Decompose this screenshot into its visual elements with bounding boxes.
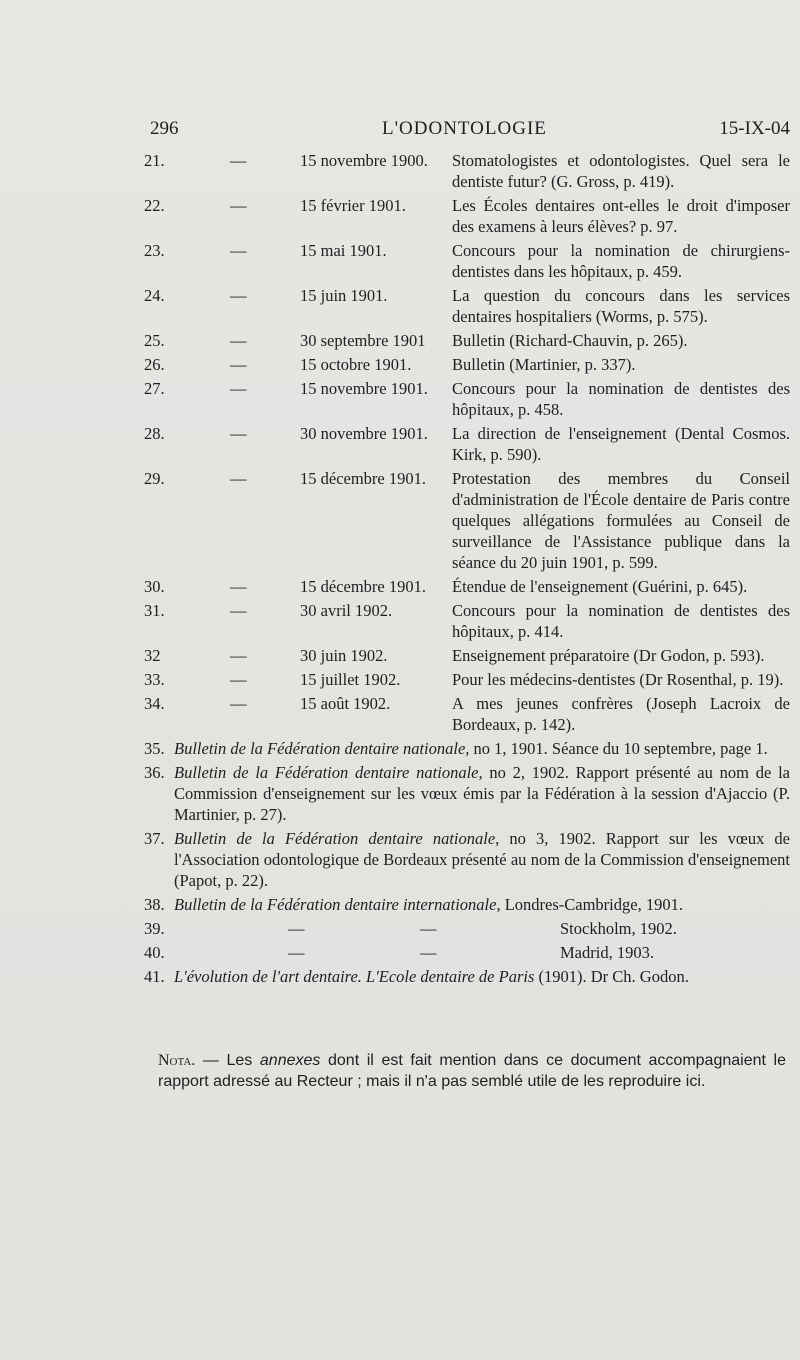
entry-details: (1901). Dr Ch. Godon. xyxy=(534,967,689,986)
list-item xyxy=(140,195,790,237)
ditto-dash: — xyxy=(230,646,247,665)
entry-number: 27. xyxy=(144,379,165,398)
entry-city: Stockholm, 1902. xyxy=(560,919,677,938)
entry-number: 40. xyxy=(144,943,165,962)
list-item xyxy=(140,693,790,735)
nota-text-before: — Les xyxy=(195,1052,260,1069)
entry-italic-title: Bulletin de la Fédération dentaire nationale, xyxy=(174,763,483,782)
entry-text: Étendue de l'enseignement (Guérini, p. 645). xyxy=(452,577,748,596)
entry-text: La direction de l'enseignement (Dental Cosmos. Kirk, p. 590). xyxy=(452,424,790,464)
entry-text: Concours pour la nomination de dentistes des hôpitaux, p. 414. xyxy=(452,601,790,641)
entry-text: Bulletin (Richard-Chauvin, p. 265). xyxy=(452,331,688,350)
dated-entries xyxy=(140,150,790,735)
entry-text: Concours pour la nomination de dentistes des hôpitaux, p. 458. xyxy=(452,379,790,419)
entry-number: 36. xyxy=(144,763,165,782)
ditto-dash: — xyxy=(288,919,305,938)
entry-date: 30 juin 1902. xyxy=(300,646,388,665)
entry-number: 24. xyxy=(144,286,165,305)
entry-details: no 2, 1902. Rapport présenté au nom de la Commission d'enseignement sur les vœux émis par la Fédération à la session d'Ajaccio (P. Martinier, p. 27). xyxy=(174,763,790,824)
entry-text: Pour les médecins-dentistes (Dr Rosenthal, p. 19). xyxy=(452,670,784,689)
entry-date: 15 août 1902. xyxy=(300,694,391,713)
list-item xyxy=(140,285,790,327)
list-item xyxy=(140,354,790,375)
entry-date: 15 octobre 1901. xyxy=(300,355,412,374)
running-header xyxy=(150,118,790,148)
entry-number: 35. xyxy=(144,739,165,758)
ditto-dash: — xyxy=(230,469,247,488)
entry-date: 30 septembre 1901 xyxy=(300,331,426,350)
entry-number: 38. xyxy=(144,895,165,914)
entry-details: Londres-Cambridge, 1901. xyxy=(500,895,683,914)
entry-number: 23. xyxy=(144,241,165,260)
ditto-dash: — xyxy=(230,286,247,305)
entry-date: 15 juillet 1902. xyxy=(300,670,401,689)
nota-text-after: dont il est fait mention dans ce document accompagnaient le rapport adressé au Recteur ; mais il n'a pas semblé utile de les reproduire ici. xyxy=(158,1052,786,1090)
page-number: 296 xyxy=(150,118,179,139)
entry-number: 41. xyxy=(144,967,165,986)
ditto-dash: — xyxy=(230,670,247,689)
ditto-dash: — xyxy=(288,943,305,962)
list-item xyxy=(140,240,790,282)
entry-italic-title: Bulletin de la Fédération dentaire internationale, xyxy=(174,895,501,914)
list-item xyxy=(140,378,790,420)
entry-number: 30. xyxy=(144,577,165,596)
entry-italic-title: L'évolution de l'art dentaire. L'Ecole dentaire de Paris xyxy=(174,967,535,986)
list-item xyxy=(140,150,790,192)
entry-date: 15 mai 1901. xyxy=(300,241,387,260)
list-item xyxy=(140,918,790,939)
entry-text: Les Écoles dentaires ont-elles le droit d'imposer des examens à leurs élèves? p. 97. xyxy=(452,196,790,236)
entry-number: 29. xyxy=(144,469,165,488)
entry-date: 15 décembre 1901. xyxy=(300,577,426,596)
entry-number: 22. xyxy=(144,196,165,215)
list-item xyxy=(140,330,790,351)
entry-details: no 3, 1902. Rapport sur les vœux de l'Association odontologique de Bordeaux présenté au nom de la Commission d'enseignement (Papot, p. 22). xyxy=(174,829,790,890)
entry-number: 34. xyxy=(144,694,165,713)
entry-date: 15 juin 1901. xyxy=(300,286,388,305)
entry-number: 31. xyxy=(144,601,165,620)
list-item xyxy=(140,738,790,759)
ditto-dash: — xyxy=(230,151,247,170)
entry-text: A mes jeunes confrères (Joseph Lacroix de Bordeaux, p. 142). xyxy=(452,694,790,734)
ditto-dash: — xyxy=(230,424,247,443)
bulletin-entries xyxy=(140,738,790,915)
entry-text: Bulletin (Martinier, p. 337). xyxy=(452,355,636,374)
entry-text xyxy=(174,966,790,987)
list-item xyxy=(140,762,790,825)
list-item xyxy=(140,894,790,915)
entry-details: no 1, 1901. Séance du 10 septembre, page 1. xyxy=(469,739,768,758)
entry-city: Madrid, 1903. xyxy=(560,943,654,962)
entry-number: 28. xyxy=(144,424,165,443)
entry-date: 15 novembre 1901. xyxy=(300,379,428,398)
entry-number: 21. xyxy=(144,151,165,170)
list-item xyxy=(140,942,790,963)
entry-text: Concours pour la nomination de chirurgiens-dentistes dans les hôpitaux, p. 459. xyxy=(452,241,790,281)
list-item xyxy=(140,600,790,642)
list-item xyxy=(140,669,790,690)
entry-date: 30 novembre 1901. xyxy=(300,424,428,443)
journal-title: L'ODONTOLOGIE xyxy=(382,118,547,139)
entry-text: Enseignement préparatoire (Dr Godon, p. 593). xyxy=(452,646,765,665)
entry-text xyxy=(174,828,790,891)
reference-list xyxy=(140,150,790,987)
entry-text: Protestation des membres du Conseil d'administration de l'École dentaire de Paris contre quelques allégations formulées au Conseil de surveillance de l'Assistance publique dans la séance du 20 juin 1901, p. 599. xyxy=(452,469,790,572)
entry-date: 30 avril 1902. xyxy=(300,601,393,620)
entry-text xyxy=(174,762,790,825)
ditto-dash: — xyxy=(230,196,247,215)
entry-text xyxy=(174,894,790,915)
entry-number: 25. xyxy=(144,331,165,350)
nota-italic-word: annexes xyxy=(259,1052,321,1069)
entry-italic-title: Bulletin de la Fédération dentaire nationale, xyxy=(174,739,470,758)
issue-date: 15-IX-04 xyxy=(719,118,790,139)
ditto-dash: — xyxy=(420,943,437,962)
list-item xyxy=(140,423,790,465)
continuation-entries xyxy=(140,918,790,963)
ditto-dash: — xyxy=(420,919,437,938)
ditto-dash: — xyxy=(230,241,247,260)
ditto-dash: — xyxy=(230,379,247,398)
entry-date: 15 décembre 1901. xyxy=(300,469,426,488)
ditto-dash: — xyxy=(230,694,247,713)
entry-number: 37. xyxy=(144,829,165,848)
ditto-dash: — xyxy=(230,577,247,596)
list-item xyxy=(140,576,790,597)
entry-number: 33. xyxy=(144,670,165,689)
ditto-dash: — xyxy=(230,601,247,620)
list-item xyxy=(140,468,790,573)
entry-italic-title: Bulletin de la Fédération dentaire nationale, xyxy=(174,829,500,848)
entry-date: 15 novembre 1900. xyxy=(300,151,428,170)
entry-number: 39. xyxy=(144,919,165,938)
list-item xyxy=(140,966,790,987)
nota-label: Nota. xyxy=(158,1052,196,1069)
list-item xyxy=(140,828,790,891)
entry-text xyxy=(174,738,790,759)
entry-text: La question du concours dans les services dentaires hospitaliers (Worms, p. 575). xyxy=(452,286,790,326)
ditto-dash: — xyxy=(230,331,247,350)
entry-number: 32 xyxy=(144,646,161,665)
entry-text: Stomatologistes et odontologistes. Quel sera le dentiste futur? (G. Gross, p. 419). xyxy=(452,151,790,191)
entry-number: 26. xyxy=(144,355,165,374)
list-item xyxy=(140,645,790,666)
entry-date: 15 février 1901. xyxy=(300,196,406,215)
ditto-dash: — xyxy=(230,355,247,374)
nota-paragraph xyxy=(158,1050,786,1092)
